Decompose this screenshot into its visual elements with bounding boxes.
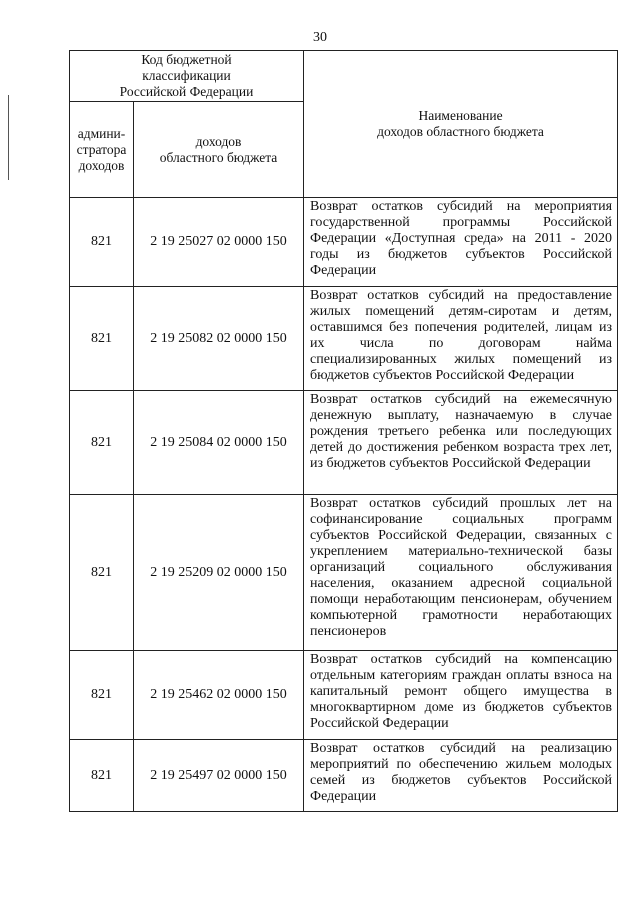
administrator-code: 821 xyxy=(70,198,134,287)
revenue-code: 2 19 25497 02 0000 150 xyxy=(134,740,304,812)
table-row xyxy=(70,651,618,740)
revenue-code: 2 19 25027 02 0000 150 xyxy=(134,198,304,287)
table-row xyxy=(70,287,618,391)
header-administrator: админи- стратора доходов xyxy=(70,102,134,198)
revenue-name: Возврат остатков субсидий на предоставление жилых помещений детям-сиротам и детям, оставшимся без попечения родителей, лицам из их числа по договорам найма специализированных жилых помещений из бюджетов субъектов Российской Федерации xyxy=(304,287,618,391)
revenue-name: Возврат остатков субсидий на реализацию мероприятий по обеспечению жильем молодых семей из бюджетов субъектов Российской Федерации xyxy=(304,740,618,812)
revenue-name: Возврат остатков субсидий на компенсацию отдельным категориям граждан оплаты взноса на капитальный ремонт общего имущества в многоквартирном доме из бюджетов субъектов Российской Федерации xyxy=(304,651,618,740)
revenue-name: Возврат остатков субсидий прошлых лет на софинансирование социальных программ субъектов Российской Федерации, связанных с укреплением материально-технической базы организаций социального обслуживания населения, оказанием адресной социальной помощи неработающим пенсионерам, обучением компьютерной грамотности неработающих пенсионеров xyxy=(304,495,618,651)
scan-margin-line xyxy=(8,95,9,180)
table-body xyxy=(70,198,618,812)
header-revenue-name: Наименование доходов областного бюджета xyxy=(304,51,618,198)
table-row xyxy=(70,740,618,812)
table-row xyxy=(70,495,618,651)
revenue-name: Возврат остатков субсидий на ежемесячную денежную выплату, назначаемую в случае рождения третьего ребенка или последующих детей до достижения ребенком возраста трех лет, из бюджетов субъектов Российской Федерации xyxy=(304,391,618,495)
administrator-code: 821 xyxy=(70,651,134,740)
table-row xyxy=(70,198,618,287)
administrator-code: 821 xyxy=(70,495,134,651)
revenue-code: 2 19 25082 02 0000 150 xyxy=(134,287,304,391)
revenue-name: Возврат остатков субсидий на мероприятия государственной программы Российской Федерации «Доступная среда» на 2011 - 2020 годы из бюджетов субъектов Российской Федерации xyxy=(304,198,618,287)
header-row-top xyxy=(70,51,618,102)
administrator-code: 821 xyxy=(70,391,134,495)
administrator-code: 821 xyxy=(70,740,134,812)
table-row xyxy=(70,391,618,495)
page-number: 30 xyxy=(313,30,327,45)
revenue-code: 2 19 25084 02 0000 150 xyxy=(134,391,304,495)
administrator-code: 821 xyxy=(70,287,134,391)
header-revenue-code: доходов областного бюджета xyxy=(134,102,304,198)
header-classification-code: Код бюджетной классификации Российской Федерации xyxy=(70,51,304,102)
revenue-code: 2 19 25462 02 0000 150 xyxy=(134,651,304,740)
budget-classification-table xyxy=(69,50,618,812)
revenue-code: 2 19 25209 02 0000 150 xyxy=(134,495,304,651)
